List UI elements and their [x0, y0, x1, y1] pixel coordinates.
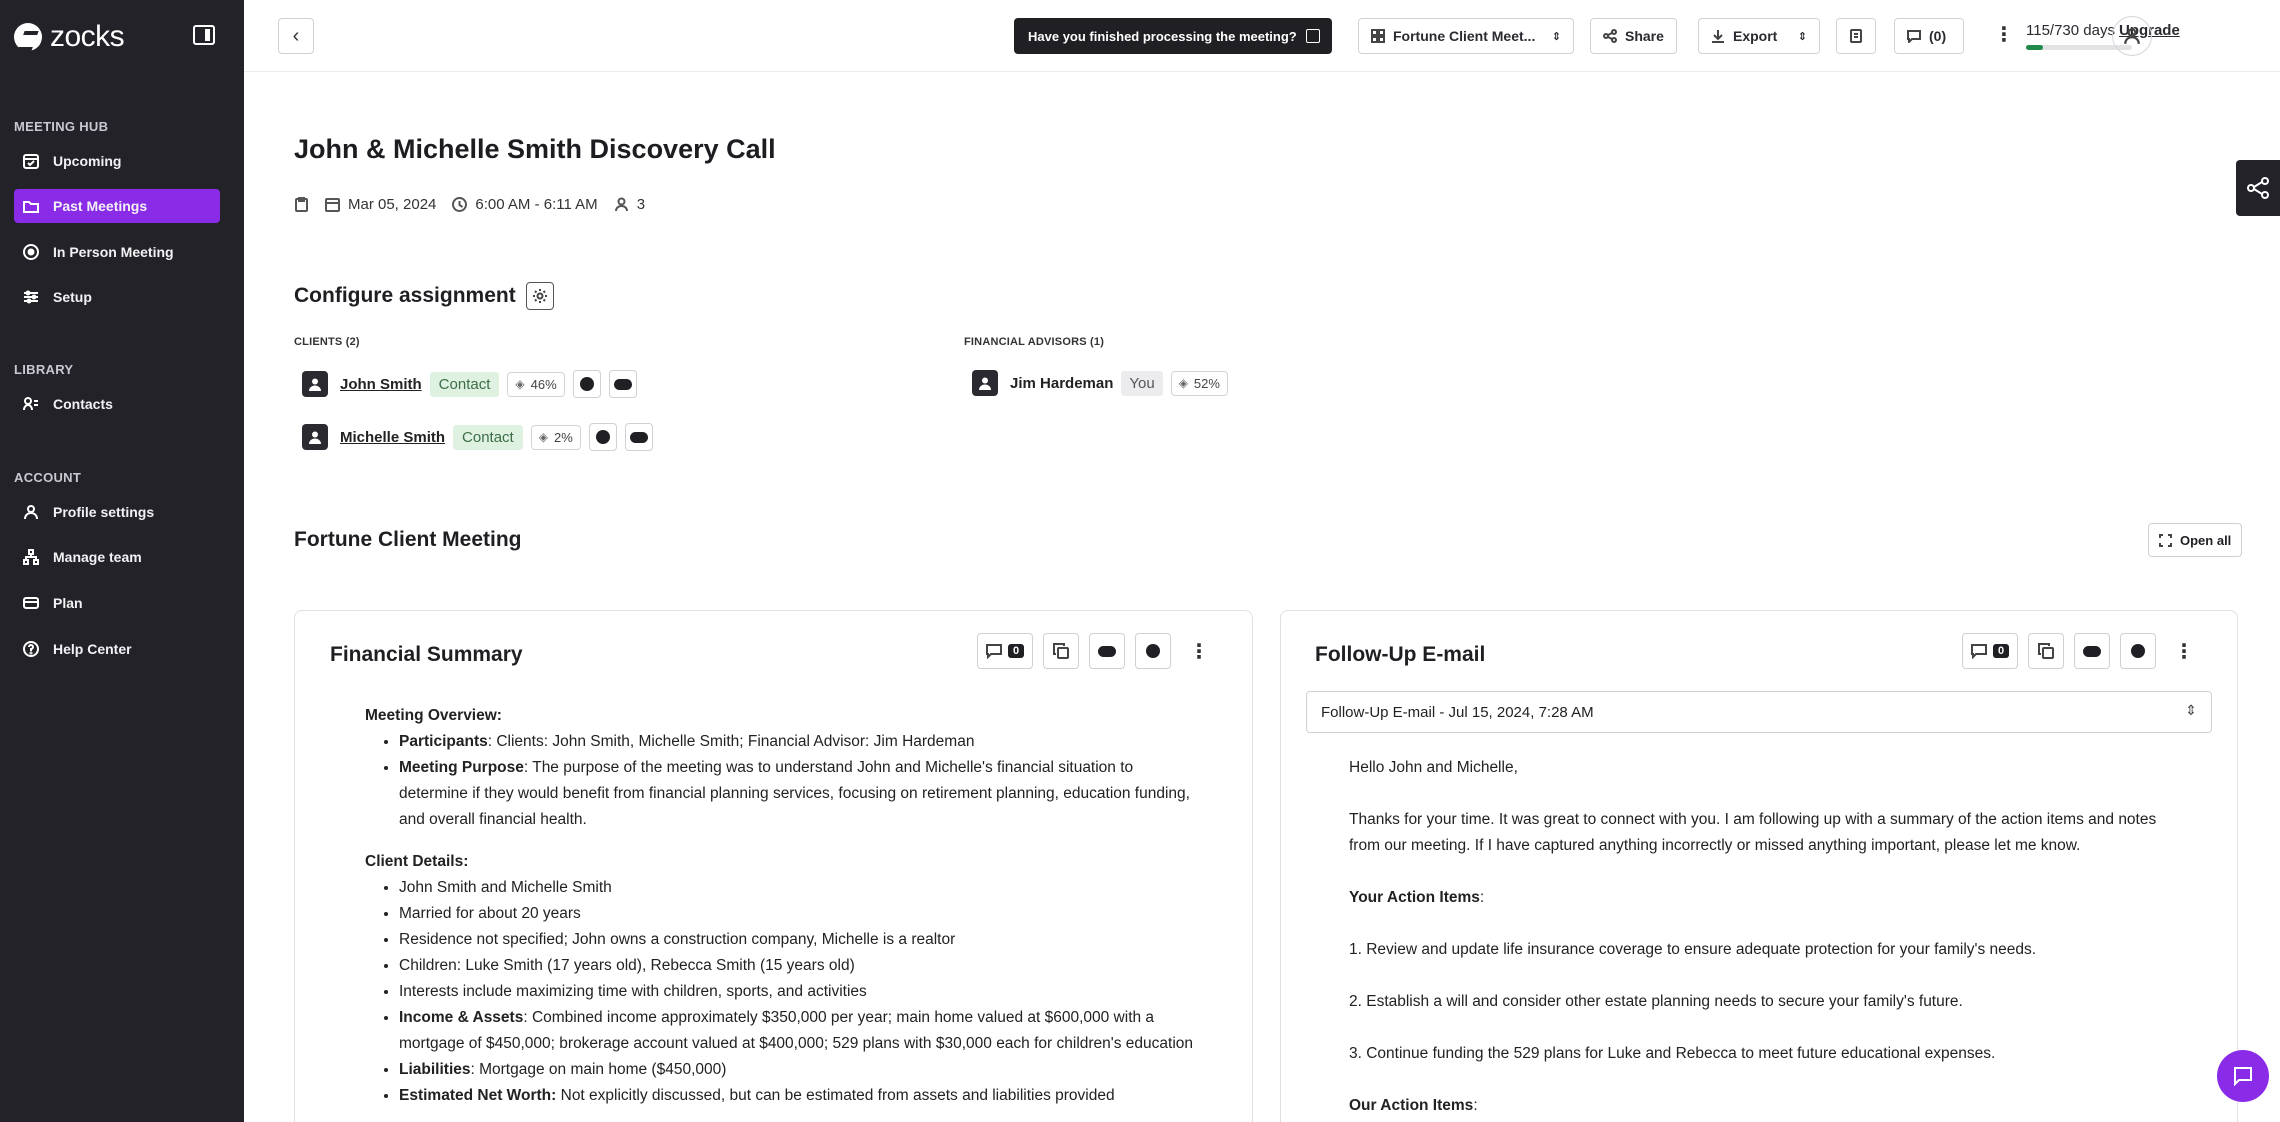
client-details-heading: Client Details:: [365, 853, 469, 870]
meeting-meta: [294, 196, 645, 213]
contacts-icon: [23, 396, 39, 412]
overview-list: [365, 729, 1205, 833]
item-label: Income & Assets: [399, 1009, 524, 1026]
user-icon: [23, 504, 39, 520]
more-options-icon[interactable]: ⋮: [1994, 24, 2014, 46]
crm-button[interactable]: [2120, 633, 2156, 669]
avatar: [972, 370, 998, 396]
copy-button[interactable]: [2028, 633, 2064, 669]
grid-icon: [1371, 29, 1385, 43]
avatar: [302, 371, 328, 397]
days-used: 115/730 days: [2026, 22, 2115, 39]
item-label: Estimated Net Worth:: [399, 1087, 557, 1104]
card-title: Financial Summary: [330, 643, 523, 666]
attendee-count: 3: [636, 196, 646, 213]
processed-checkbox[interactable]: [1306, 29, 1320, 43]
item-label: Meeting Purpose: [399, 759, 524, 776]
meeting-time: [452, 196, 597, 213]
processed-prompt[interactable]: [1014, 18, 1332, 54]
user-menu-button[interactable]: [2112, 16, 2152, 56]
copy-icon: [2038, 643, 2054, 659]
list-item: • Interests include maximizing time with children, sports, and activities: [399, 979, 1205, 1005]
email-version-value: Follow-Up E-mail - Jul 15, 2024, 7:28 AM: [1321, 703, 1594, 721]
talk-percentage-value: 2%: [553, 429, 573, 445]
copy-button[interactable]: [1043, 633, 1079, 669]
sidebar-item-upcoming[interactable]: [14, 144, 220, 178]
client-name-link[interactable]: Michelle Smith: [340, 428, 446, 446]
meeting-time-value: 6:00 AM - 6:11 AM: [475, 196, 598, 213]
comment-count: 0: [1993, 644, 2009, 658]
item-text: : Mortgage on main home ($450,000): [470, 1061, 727, 1078]
item-text: : The purpose of the meeting was to understand John and Michelle's financial situation to determine if they would benefit from financial planning services, focusing on retirement planning, education funding, and overall financial health.: [399, 759, 1190, 828]
export-label: Export: [1733, 28, 1778, 44]
zocks-logo-icon: [14, 23, 42, 51]
summary-content: [365, 695, 1205, 1109]
open-all-label: Open all: [2180, 532, 2232, 548]
avatar: [302, 424, 328, 450]
client-row: [302, 423, 653, 451]
client-row: [302, 370, 637, 398]
sidebar-item-label: Manage team: [53, 549, 142, 565]
list-item: [399, 1057, 1205, 1083]
share-button[interactable]: [1590, 18, 1677, 54]
share-icon: [2245, 175, 2271, 201]
comments-count: (0): [1929, 28, 1947, 44]
crm-button[interactable]: [1135, 633, 1171, 669]
overview-heading: Meeting Overview:: [365, 707, 502, 724]
sidebar-item-label: Contacts: [53, 396, 113, 412]
waveform-icon: ◈: [538, 430, 548, 444]
sidebar-item-past-meetings[interactable]: [14, 189, 220, 223]
you-tag: You: [1121, 371, 1162, 396]
card-title: Follow-Up E-mail: [1315, 643, 1486, 666]
sidebar-item-profile[interactable]: [14, 495, 220, 529]
action-item: 1. Review and update life insurance coverage to ensure adequate protection for your family's needs.: [1349, 941, 2037, 958]
your-items-heading-label: Your Action Items: [1349, 889, 1480, 906]
sidebar-item-label: Profile settings: [53, 504, 155, 520]
section-account: ACCOUNT: [14, 470, 82, 485]
list-item: • Residence not specified; John owns a construction company, Michelle is a realtor: [399, 927, 1205, 953]
talk-percentage: [1171, 371, 1228, 396]
item-text: : Combined income approximately $350,000 per year; main home valued at $600,000 with a mortgage of $450,000; brokerage account valued at $400,000; 529 plans with $30,000 each for children's education: [399, 1009, 1194, 1052]
clock-icon: [452, 197, 467, 212]
download-icon: [1711, 29, 1725, 43]
calendar-icon: [325, 197, 340, 212]
support-chat-button[interactable]: [2217, 1050, 2269, 1102]
talk-percentage-value: 46%: [530, 376, 557, 392]
crm-integration-icon: [1146, 644, 1160, 658]
your-items-heading: Your Action Items:: [1349, 889, 1485, 906]
note-icon: [1849, 29, 1863, 43]
chevron-updown-icon: ⇕: [2185, 702, 2197, 718]
upgrade-link[interactable]: Upgrade: [2118, 22, 2180, 39]
sidebar-item-setup[interactable]: [14, 280, 220, 314]
days-usage: [2026, 22, 2180, 39]
crm-integration-icon: [2131, 644, 2145, 658]
salesforce-button[interactable]: [1089, 633, 1125, 669]
back-button[interactable]: [278, 18, 314, 54]
comment-icon: [1971, 643, 1987, 659]
sidebar-item-in-person[interactable]: [14, 235, 220, 269]
sidebar-item-label: Past Meetings: [53, 198, 148, 214]
meeting-date-value: Mar 05, 2024: [348, 196, 437, 213]
list-item: • Married for about 20 years: [399, 901, 1205, 927]
action-item: 2. Establish a will and consider other estate planning needs to secure your family's future.: [1349, 993, 1963, 1010]
sidebar-item-label: Upcoming: [53, 153, 122, 169]
contact-tag: Contact: [453, 425, 523, 450]
topbar: [244, 0, 2280, 72]
sidebar-item-label: In Person Meeting: [53, 244, 174, 260]
person-icon: [614, 197, 629, 212]
crm-integration-icon[interactable]: [573, 370, 601, 398]
sidebar-item-contacts[interactable]: [14, 387, 220, 421]
logo-text: zocks: [50, 20, 125, 53]
page-title: John & Michelle Smith Discovery Call: [294, 134, 776, 164]
client-details-list: [365, 875, 1205, 1109]
comments-button[interactable]: [1962, 633, 2018, 669]
salesforce-icon: [1098, 646, 1116, 657]
waveform-icon: ◈: [1178, 376, 1188, 390]
clipboard-icon[interactable]: [294, 197, 309, 212]
action-item: 3. Continue funding the 529 plans for Luke and Rebecca to meet future educational expenses.: [1349, 1045, 1996, 1062]
share-label: Share: [1625, 28, 1664, 44]
comment-count: 0: [1008, 644, 1024, 658]
chevron-updown-icon: ⇕: [1551, 30, 1561, 43]
salesforce-icon[interactable]: [625, 423, 653, 451]
more-options-icon[interactable]: ⋮: [1189, 640, 1210, 663]
advisor-name: Jim Hardeman: [1010, 374, 1114, 392]
expand-icon: [2159, 534, 2172, 547]
list-item: [399, 1005, 1205, 1057]
floating-share-button[interactable]: [2236, 160, 2280, 216]
list-item: [399, 1083, 1205, 1109]
advisors-header: FINANCIAL ADVISORS (1): [964, 336, 1105, 348]
item-label: Participants: [399, 733, 488, 750]
list-item: • Children: Luke Smith (17 years old), Rebecca Smith (15 years old): [399, 953, 1205, 979]
export-button[interactable]: [1698, 18, 1820, 54]
template-select[interactable]: [1358, 18, 1574, 54]
copy-icon: [1053, 643, 1069, 659]
salesforce-button[interactable]: [2074, 633, 2110, 669]
configure-assignment-label: Configure assignment: [294, 284, 516, 307]
item-label: Liabilities: [399, 1061, 471, 1078]
credit-card-icon: [23, 595, 39, 611]
comment-icon: [1907, 29, 1921, 43]
collapse-sidebar-icon[interactable]: [193, 25, 215, 45]
meeting-attendees: [614, 196, 645, 213]
our-items-heading: Our Action Items:: [1349, 1097, 1478, 1114]
sidebar-item-help[interactable]: [14, 632, 220, 666]
talk-percentage: [507, 372, 564, 397]
sidebar-item-label: Setup: [53, 289, 92, 305]
item-text: : Clients: John Smith, Michelle Smith; Financial Advisor: Jim Hardeman: [487, 733, 975, 750]
template-select-value: Fortune Client Meet...: [1393, 28, 1536, 44]
user-icon: [2123, 27, 2141, 45]
sliders-icon: [23, 289, 39, 305]
sidebar-item-label: Plan: [53, 595, 83, 611]
financial-summary-card: [294, 610, 1253, 1122]
sidebar-item-plan[interactable]: [14, 586, 220, 620]
sidebar-item-label: Help Center: [53, 641, 132, 657]
followup-email-card: [1280, 610, 2238, 1122]
comments-button[interactable]: [1894, 18, 1964, 54]
list-item: [399, 755, 1205, 833]
chevron-updown-icon: ⇕: [1797, 30, 1807, 43]
share-icon: [1603, 29, 1617, 43]
notes-button[interactable]: [1836, 18, 1876, 54]
card-toolbar: [1962, 633, 2202, 669]
template-heading: Fortune Client Meeting: [294, 528, 522, 551]
settings-button[interactable]: [526, 282, 554, 310]
talk-percentage: [531, 425, 581, 450]
chat-icon: [2231, 1064, 2255, 1088]
section-meeting-hub: MEETING HUB: [14, 119, 109, 134]
days-progress-fill: [2026, 45, 2043, 50]
waveform-icon: ◈: [515, 377, 525, 391]
email-greeting: Hello John and Michelle,: [1349, 759, 1518, 776]
list-item: • John Smith and Michelle Smith: [399, 875, 1205, 901]
help-circle-icon: [23, 641, 39, 657]
calendar-check-icon: [23, 153, 39, 169]
salesforce-icon: [2083, 646, 2101, 657]
client-name-link[interactable]: John Smith: [340, 375, 422, 393]
card-toolbar: [977, 633, 1217, 669]
list-item: [399, 729, 1205, 755]
gear-icon: [532, 288, 548, 304]
sidebar: [0, 0, 244, 1122]
email-intro: Thanks for your time. It was great to connect with you. I am following up with a summary of the action items and notes from our meeting. If I have captured anything incorrectly or missed anything important, please let me know.: [1349, 811, 2157, 854]
our-items-heading-label: Our Action Items: [1349, 1097, 1474, 1114]
section-library: LIBRARY: [14, 362, 74, 377]
contact-tag: Contact: [430, 372, 500, 397]
salesforce-icon[interactable]: [609, 370, 637, 398]
advisor-row: [972, 370, 1228, 396]
email-version-select[interactable]: [1306, 691, 2212, 733]
item-text: Not explicitly discussed, but can be estimated from assets and liabilities provided: [556, 1087, 1115, 1104]
sidebar-item-manage-team[interactable]: [14, 540, 220, 574]
talk-percentage-value: 52%: [1193, 375, 1220, 391]
meeting-date: [325, 196, 436, 213]
chevron-left-icon: ‹: [292, 24, 300, 47]
clients-header: CLIENTS (2): [294, 336, 360, 348]
open-all-button[interactable]: [2148, 523, 2242, 557]
email-body: [1349, 755, 2189, 1119]
processed-prompt-label: Have you finished processing the meeting?: [1028, 28, 1297, 44]
configure-assignment-heading: [294, 282, 554, 310]
crm-integration-icon[interactable]: [589, 423, 617, 451]
comment-icon: [986, 643, 1002, 659]
team-hierarchy-icon: [23, 549, 39, 565]
folder-icon: [23, 198, 39, 214]
logo[interactable]: [14, 20, 124, 54]
more-options-icon[interactable]: ⋮: [2174, 640, 2195, 663]
comments-button[interactable]: [977, 633, 1033, 669]
record-icon: [23, 244, 39, 260]
